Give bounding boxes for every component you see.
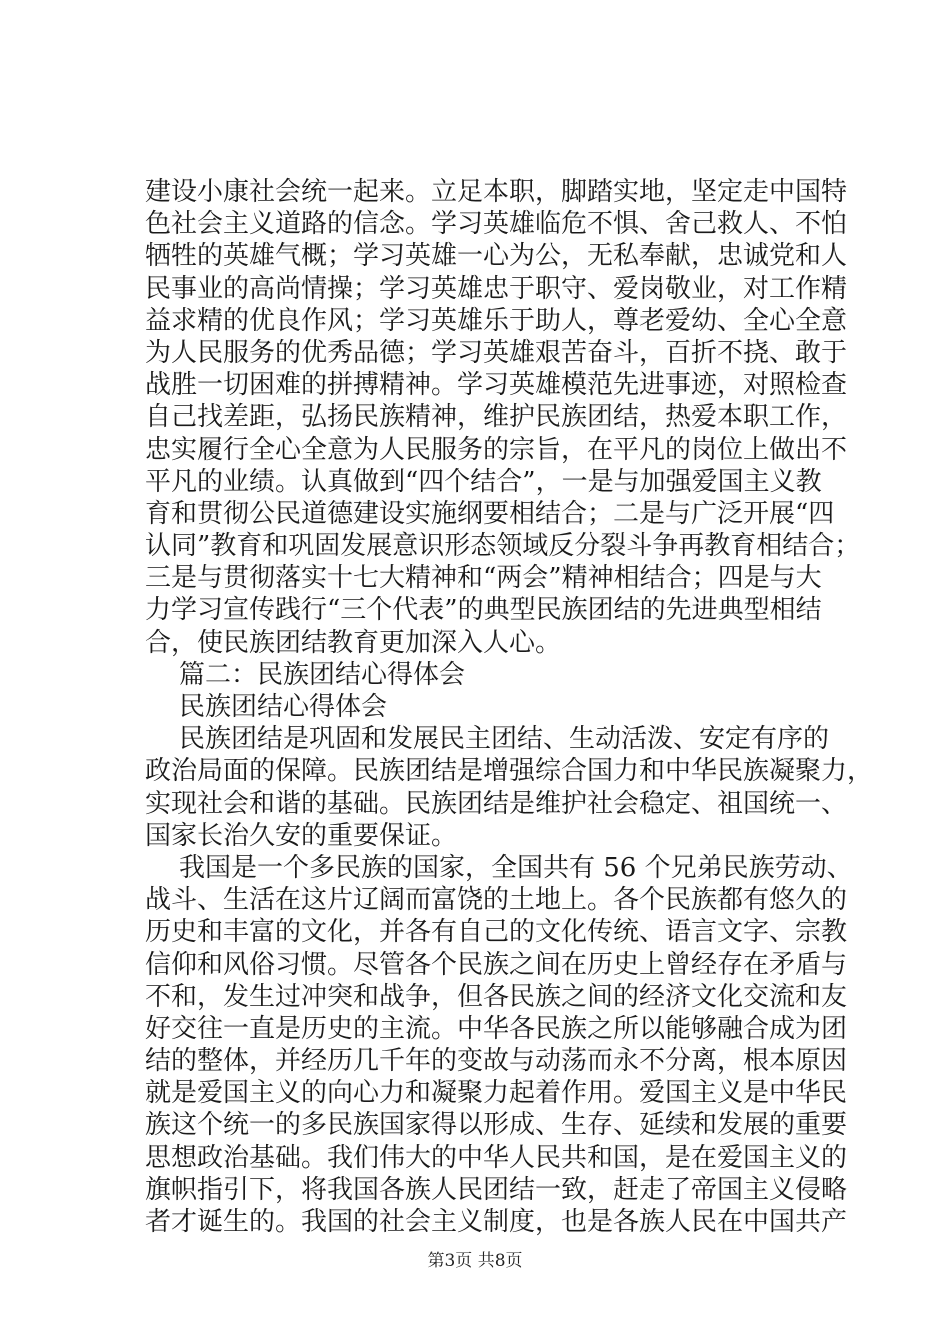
text-line: 族这个统一的多民族国家得以形成、生存、延续和发展的重要 — [145, 1110, 848, 1141]
text-line: 结的整体，并经历几千年的变故与动荡而永不分离，根本原因 — [145, 1046, 848, 1077]
text-line: 信仰和风俗习惯。尽管各个民族之间在历史上曾经存在矛盾与 — [145, 949, 848, 980]
text-line: 益求精的优良作风；学习英雄乐于助人，尊老爱幼、全心全意 — [145, 305, 848, 336]
text-line: 战胜一切困难的拼搏精神。学习英雄模范先进事迹，对照检查 — [145, 370, 848, 401]
text-line: 好交往一直是历史的主流。中华各民族之所以能够融合成为团 — [145, 1013, 848, 1044]
text-line: 合，使民族团结教育更加深入人心。 — [145, 627, 562, 658]
text-line: 自己找差距，弘扬民族精神，维护民族团结，热爱本职工作， — [145, 402, 848, 433]
page-footer: 第3页 共8页 — [427, 1251, 523, 1271]
text-line: 色社会主义道路的信念。学习英雄临危不惧、舍己救人、不怕 — [145, 209, 848, 240]
text-line: 平凡的业绩。认真做到“四个结合”，一是与加强爱国主义教 — [145, 466, 822, 497]
text-line: 民事业的高尚情操；学习英雄忠于职守、爱岗敬业，对工作精 — [145, 273, 848, 304]
text-line: 育和贯彻公民道德建设实施纲要相结合；二是与广泛开展“四 — [145, 498, 835, 529]
paragraph-start-line: 我国是一个多民族的国家，全国共有 56 个兄弟民族劳动、 — [179, 852, 853, 883]
text-line: 政治局面的保障。民族团结是增强综合国力和中华民族凝聚力， — [145, 756, 874, 787]
text-line: 忠实履行全心全意为人民服务的宗旨，在平凡的岗位上做出不 — [145, 434, 848, 465]
text-line: 国家长治久安的重要保证。 — [145, 820, 458, 851]
text-line: 战斗、生活在这片辽阔而富饶的土地上。各个民族都有悠久的 — [145, 885, 848, 916]
body-text — [145, 176, 874, 1238]
text-line: 就是爱国主义的向心力和凝聚力起着作用。爱国主义是中华民 — [145, 1078, 848, 1109]
text-line: 力学习宣传践行“三个代表”的典型民族团结的先进典型相结 — [145, 595, 822, 626]
text-line: 牺牲的英雄气概；学习英雄一心为公，无私奉献，忠诚党和人 — [145, 241, 848, 272]
text-line: 认同”教育和巩固发展意识形态领域反分裂斗争再教育相结合； — [145, 531, 861, 562]
article-title: 民族团结心得体会 — [179, 692, 388, 722]
text-line: 实现社会和谐的基础。民族团结是维护社会稳定、祖国统一、 — [145, 788, 848, 819]
text-line: 为人民服务的优秀品德；学习英雄艰苦奋斗，百折不挠、敢于 — [145, 337, 848, 368]
text-line: 不和，发生过冲突和战争，但各民族之间的经济文化交流和友 — [145, 981, 848, 1012]
section-heading: 篇二：民族团结心得体会 — [179, 659, 466, 690]
text-line: 旗帜指引下，将我国各族人民团结一致，赶走了帝国主义侵略 — [145, 1174, 848, 1205]
text-line: 三是与贯彻落实十七大精神和“两会”精神相结合；四是与大 — [145, 563, 822, 594]
text-line: 者才诞生的。我国的社会主义制度，也是各族人民在中国共产 — [145, 1207, 848, 1237]
paragraph-start-line: 民族团结是巩固和发展民主团结、生动活泼、安定有序的 — [179, 724, 830, 755]
text-line: 思想政治基础。我们伟大的中华人民共和国，是在爱国主义的 — [145, 1142, 848, 1173]
text-line: 建设小康社会统一起来。立足本职，脚踏实地，坚定走中国特 — [145, 177, 848, 207]
text-line: 历史和丰富的文化，并各有自己的文化传统、语言文字、宗教 — [145, 917, 848, 948]
